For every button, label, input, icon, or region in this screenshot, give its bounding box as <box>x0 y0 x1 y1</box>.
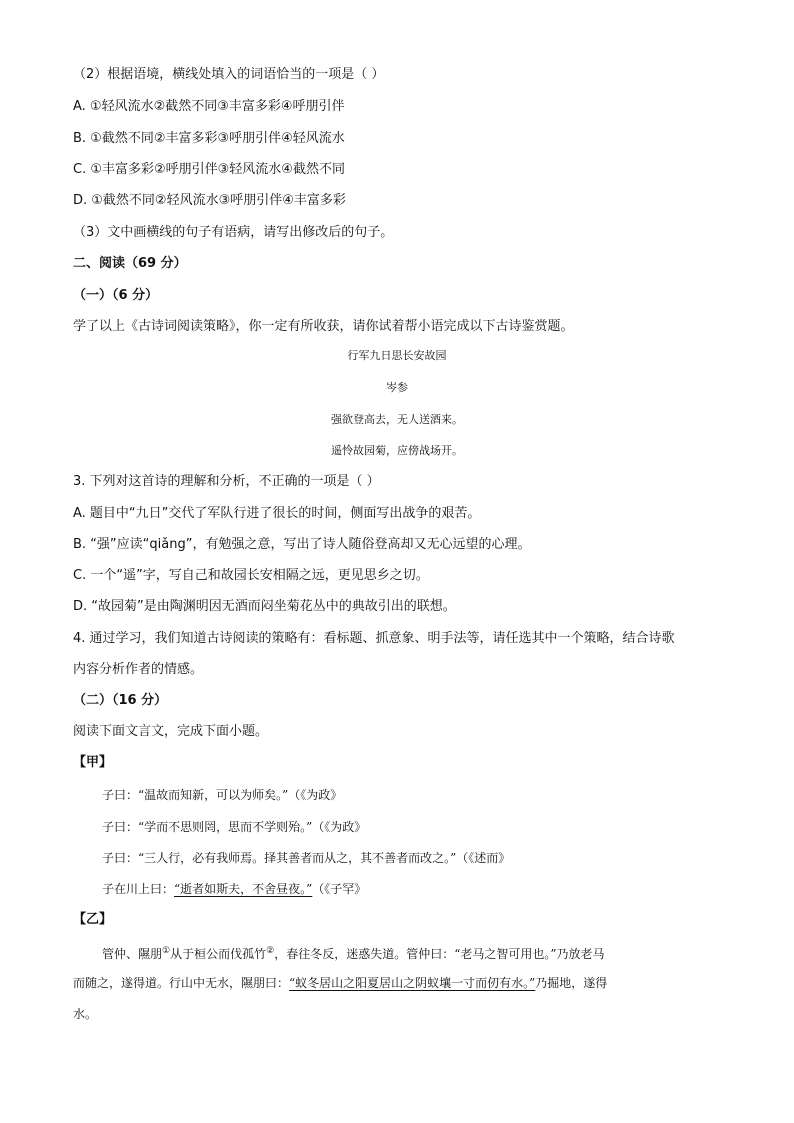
yi-label: 【乙】 <box>73 912 113 927</box>
part-1-intro: 学了以上《古诗词阅读策略》，你一定有所收获，请你试着帮小语完成以下古诗鉴赏题。 <box>73 319 574 334</box>
q3-stem: 3. 下列对这首诗的理解和分析，不正确的一项是（ ） <box>73 474 380 489</box>
part-2-title: （二）（16 分） <box>73 693 168 708</box>
q3-option-c: C. 一个“遥”字，写自己和故园长安相隔之远，更见思乡之切。 <box>73 568 429 583</box>
q3-option-b: B. “强”应读“qiǎng”，有勉强之意，写出了诗人随俗登高却又无心远望的心理。 <box>73 537 531 552</box>
q4-line-1: 4. 通过学习，我们知道古诗阅读的策略有：看标题、抓意象、明手法等，请任选其中一个策略，结合诗歌 <box>73 631 675 646</box>
q2-option-c: C. ①丰富多彩②呼朋引伴③轻风流水④截然不同 <box>73 162 345 177</box>
jia-line-4-prefix: 子在川上曰： <box>102 882 175 896</box>
jia-line-1: 子曰：“温故而知新，可以为师矣。”（《为政》 <box>102 788 343 802</box>
yi-line-3: 水。 <box>73 1007 98 1021</box>
jia-label: 【甲】 <box>73 755 113 770</box>
q3-option-a: A. 题目中“九日”交代了军队行进了很长的时间，侧面写出战争的艰苦。 <box>73 506 481 521</box>
poem-line-2: 遥怜故园菊，应傍战场开。 <box>331 444 463 457</box>
yi-line-2-b: 乃掘地，遂得 <box>535 976 608 990</box>
q2-option-a: A. ①轻风流水②截然不同③丰富多彩④呼朋引伴 <box>73 99 345 114</box>
q4-line-2: 内容分析作者的情感。 <box>73 662 204 677</box>
poem-title: 行军九日思长安故园 <box>347 349 447 362</box>
part-2-intro: 阅读下面文言文，完成下面小题。 <box>73 724 269 739</box>
yi-line-1-a: 管仲、隰朋 <box>102 947 163 961</box>
jia-line-4 <box>102 880 366 898</box>
yi-line-1 <box>102 942 752 963</box>
footnote-2: ② <box>266 946 275 956</box>
part-1-title: （一）（6 分） <box>73 288 159 303</box>
poem-author: 岑参 <box>386 381 408 394</box>
q3-fix-sentence: （3）文中画横线的句子有语病，请写出修改后的句子。 <box>73 225 394 240</box>
jia-line-4-suffix: （《子罕》 <box>312 882 367 896</box>
q3-option-d: D. “故园菊”是由陶渊明因无酒而闷坐菊花丛中的典故引出的联想。 <box>73 599 456 614</box>
poem-line-1: 强欲登高去，无人送酒来。 <box>331 413 463 426</box>
yi-line-2-a: 而随之，遂得道。行山中无水，隰朋曰： <box>73 976 290 990</box>
jia-line-2: 子曰：“学而不思则罔，思而不学则殆。”（《为政》 <box>102 820 367 834</box>
footnote-1: ① <box>162 946 171 956</box>
section-2-title: 二、阅读（69 分） <box>73 256 187 271</box>
q2-option-d: D. ①截然不同②轻风流水③呼朋引伴④丰富多彩 <box>73 193 346 208</box>
q2-option-b: B. ①截然不同②丰富多彩③呼朋引伴④轻风流水 <box>73 131 345 146</box>
yi-line-2-underlined: “蚁冬居山之阳夏居山之阴蚁壤一寸而仞有水。” <box>289 976 536 990</box>
yi-line-1-b: 从于桓公而伐孤竹 <box>170 947 267 961</box>
jia-line-3: 子曰：“三人行，必有我师焉。择其善者而从之，其不善者而改之。”（《述而》 <box>102 851 511 865</box>
yi-line-2 <box>73 974 723 992</box>
jia-line-4-underlined: “逝者如斯夫，不舍昼夜。” <box>174 882 313 896</box>
q2-stem: （2）根据语境，横线处填入的词语恰当的一项是（ ） <box>73 67 385 82</box>
yi-line-1-c: ，春往冬反，迷惑失道。管仲曰：“老马之智可用也。”乃放老马 <box>274 947 605 961</box>
